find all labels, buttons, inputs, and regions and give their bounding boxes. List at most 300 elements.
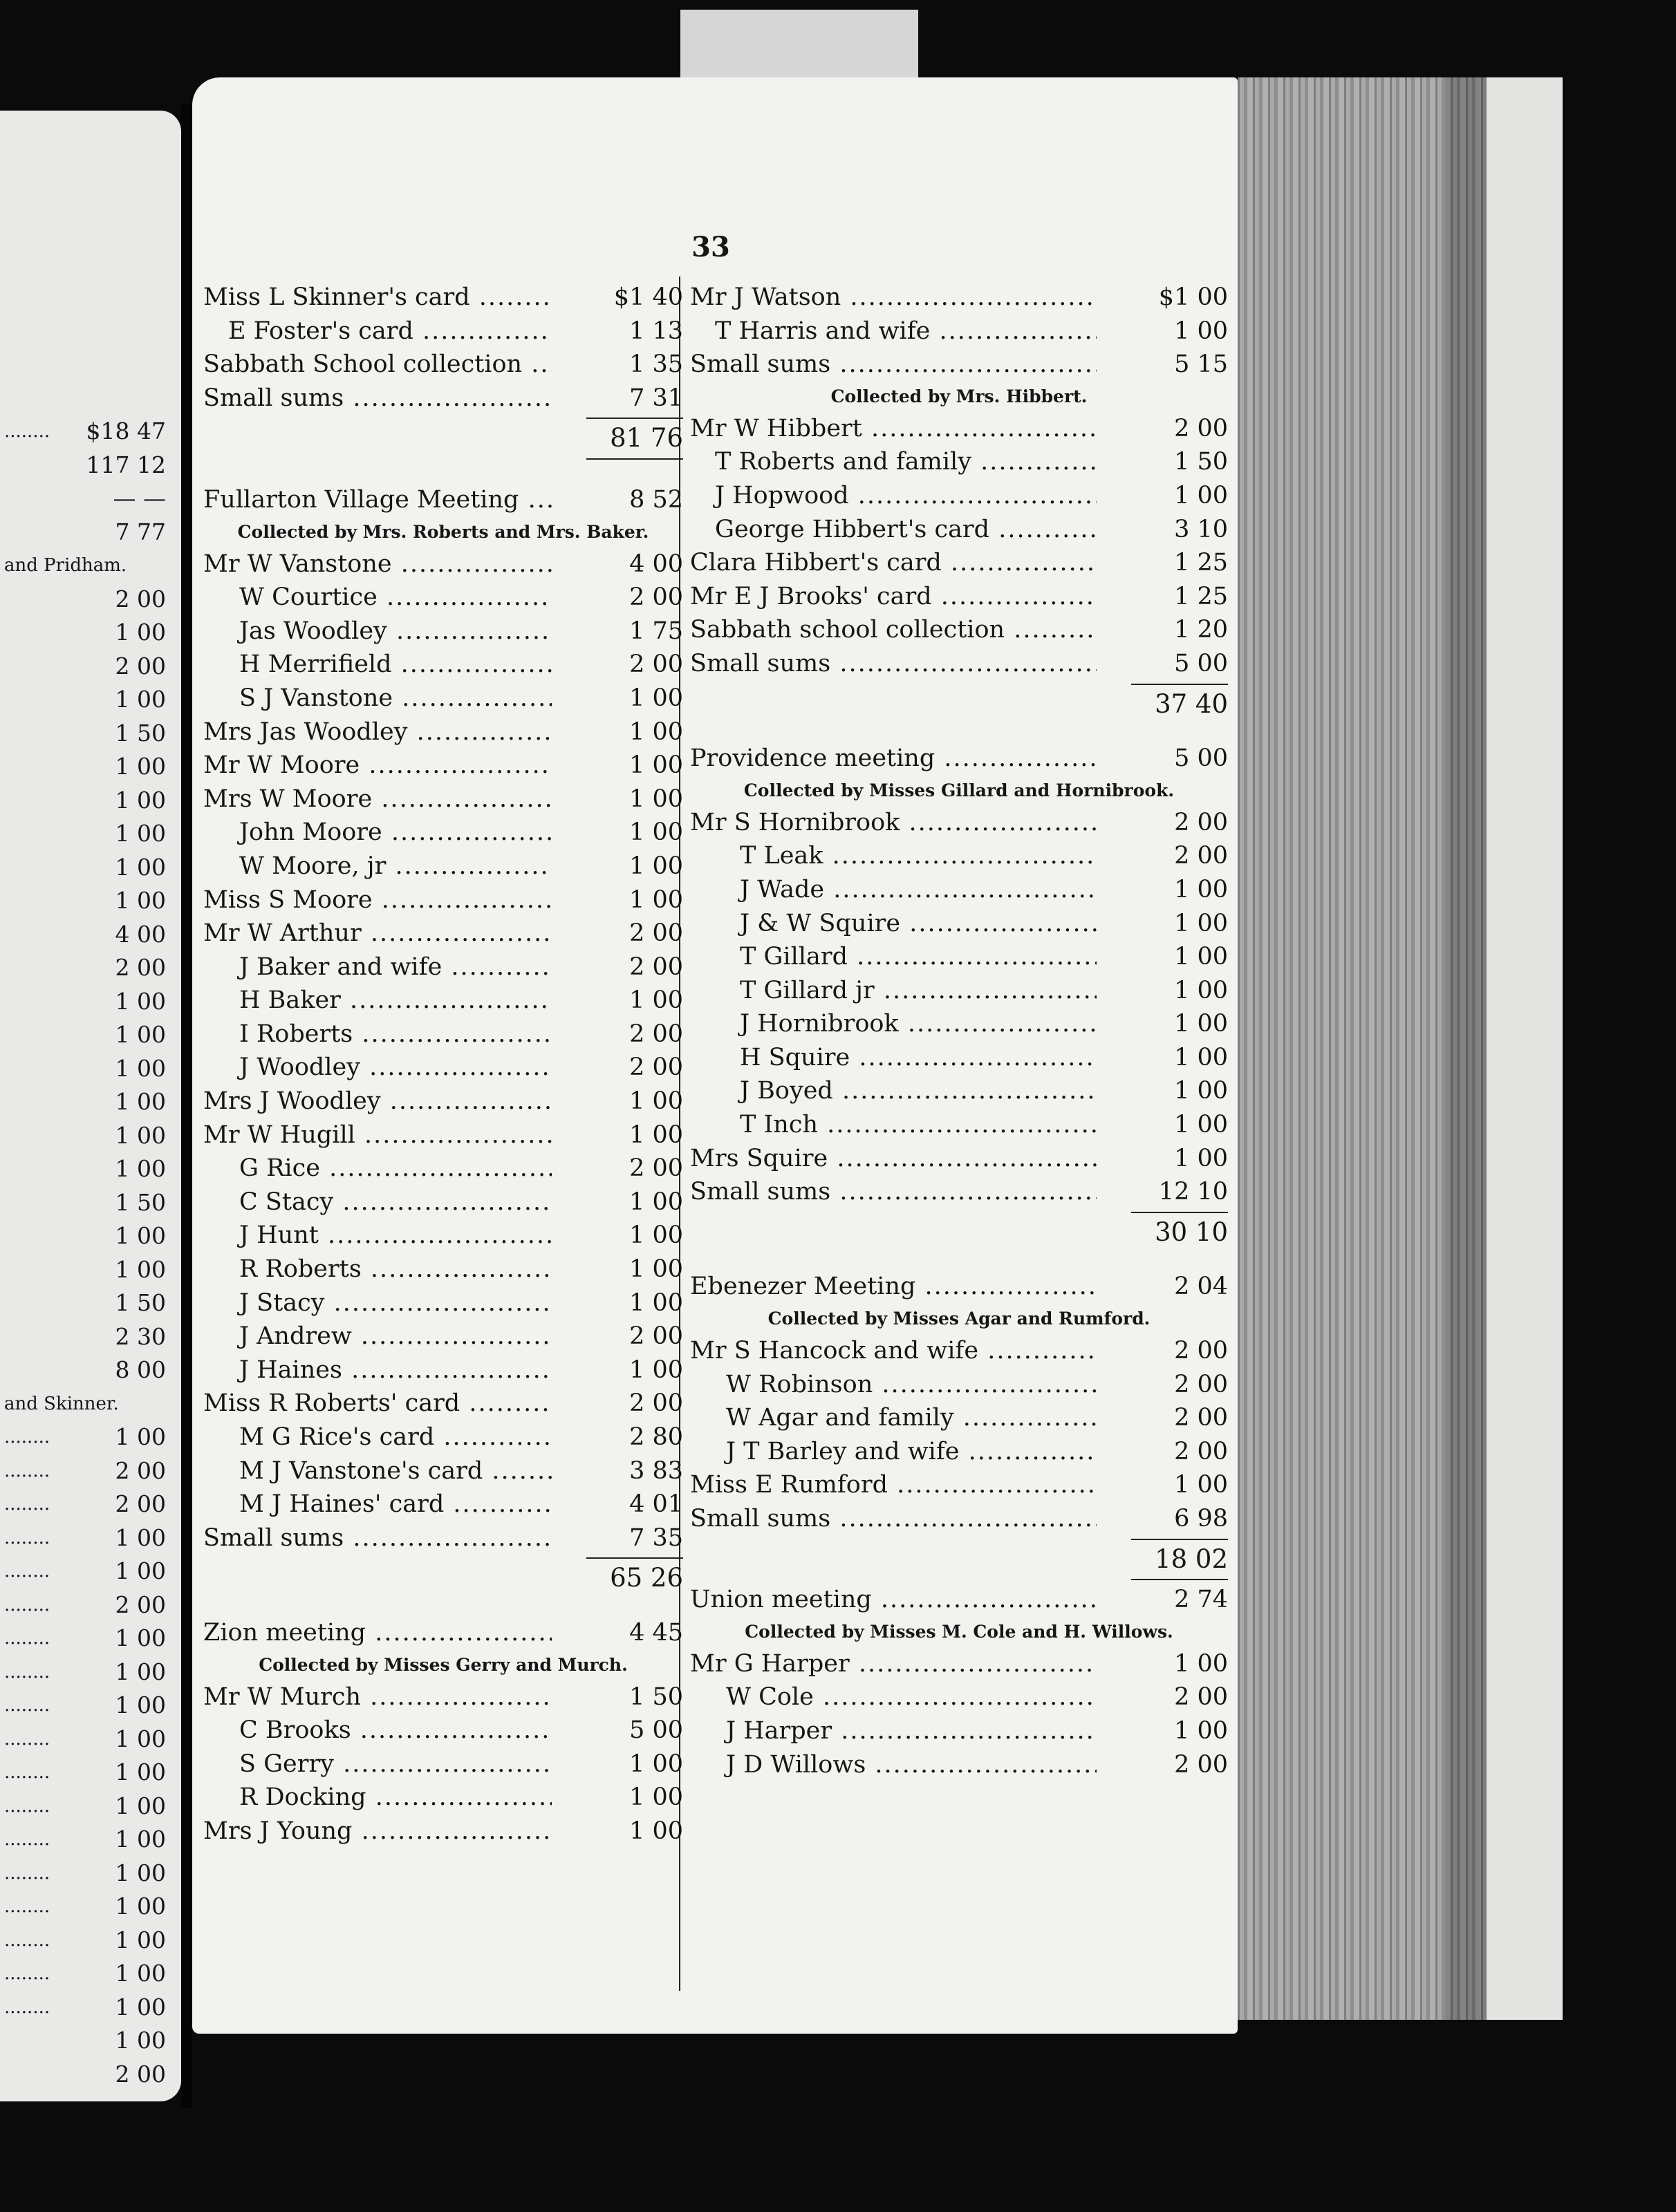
entry-row <box>203 1118 683 1152</box>
entry-row <box>203 883 683 917</box>
entry-row <box>690 1007 1228 1041</box>
entry-amount: 3 10 <box>1174 515 1228 543</box>
entry-row <box>203 1616 683 1650</box>
entry-amount: 4 45 <box>629 1618 683 1647</box>
collector-heading-text: Collected by Misses Gillard and Hornibrook. <box>743 780 1175 800</box>
entry-amount: 37 40 <box>1155 688 1228 719</box>
collector-heading-text: Collected by Mrs. Hibbert. <box>830 386 1088 406</box>
book-gutter <box>181 104 192 2108</box>
entry-amount: 2 00 <box>1174 808 1228 836</box>
entry-row <box>690 1142 1228 1176</box>
entry-amount: 2 00 <box>1174 1437 1228 1465</box>
total-rule <box>690 1209 1228 1216</box>
entry-amount: 1 00 <box>629 1817 683 1845</box>
left-page-row <box>0 1119 173 1153</box>
left-row-amount: 1 00 <box>115 853 166 881</box>
left-row-amount: 1 00 <box>115 1088 166 1115</box>
entry-amount: 1 00 <box>1174 1010 1228 1038</box>
entry-name: E Foster's card ..... <box>203 315 552 348</box>
left-page-row <box>0 616 173 650</box>
entry-amount: 1 00 <box>629 852 683 880</box>
left-row-label: ........ <box>4 1996 50 2018</box>
entry-amount: 2 00 <box>629 953 683 981</box>
entry-row <box>690 1680 1228 1714</box>
entry-amount: 4 00 <box>629 550 683 578</box>
left-row-amount: 1 00 <box>115 987 166 1015</box>
entry-amount: 4 01 <box>629 1490 683 1519</box>
entry-name: Mr W Murch ..... <box>203 1680 552 1714</box>
entry-row <box>690 742 1228 776</box>
left-page-row <box>0 1320 173 1354</box>
entry-row <box>203 1051 683 1085</box>
entry-name: Sabbath school collection ..... <box>690 613 1097 647</box>
entry-amount: 2 74 <box>1174 1586 1228 1614</box>
left-row-label: ........ <box>4 1963 50 1984</box>
entry-amount: 1 00 <box>1174 317 1228 345</box>
left-page-row <box>0 1924 173 1958</box>
entry-amount: 2 00 <box>629 1020 683 1048</box>
entry-name: J Haines ..... <box>203 1353 552 1387</box>
left-row-amount: 1 00 <box>115 619 166 646</box>
entry-row <box>690 546 1228 580</box>
entry-amount: 7 35 <box>629 1524 683 1552</box>
entry-row <box>203 1454 683 1488</box>
entry-row <box>203 1387 683 1421</box>
left-row-amount: 1 00 <box>115 1557 166 1584</box>
entry-amount: 1 50 <box>629 1683 683 1711</box>
entry-row <box>690 839 1228 873</box>
left-page-row <box>0 2024 173 2058</box>
left-row-amount: 2 00 <box>115 1490 166 1517</box>
entry-amount: 18 02 <box>1155 1544 1228 1574</box>
entry-amount: 1 00 <box>1174 1111 1228 1139</box>
collector-heading <box>690 776 1228 806</box>
entry-row <box>690 613 1228 647</box>
left-row-amount: $18 47 <box>86 418 166 444</box>
left-page-row <box>0 415 173 449</box>
left-page-row <box>0 1957 173 1991</box>
entry-amount: 2 00 <box>629 1053 683 1082</box>
total-rule <box>203 1555 683 1562</box>
left-row-label: ........ <box>4 1929 50 1951</box>
left-page-row <box>0 1689 173 1723</box>
entry-name: Small sums ..... <box>690 1175 1097 1209</box>
entry-amount: $1 40 <box>613 283 683 311</box>
entry-amount: 1 00 <box>629 986 683 1015</box>
entry-amount: 2 00 <box>1174 842 1228 870</box>
entry-name: J Wade ..... <box>690 873 1097 907</box>
entry-row <box>203 1421 683 1454</box>
total-rule <box>690 1536 1228 1543</box>
entry-row <box>203 1185 683 1219</box>
entry-amount: 1 20 <box>1174 616 1228 644</box>
left-row-amount: 1 00 <box>115 1960 166 1987</box>
entry-amount: 1 00 <box>629 684 683 712</box>
entry-row <box>690 1435 1228 1469</box>
entry-name: Miss S Moore ..... <box>203 883 552 917</box>
entry-amount: 1 13 <box>629 317 683 345</box>
entry-name: Miss L Skinner's card ..... <box>203 281 552 315</box>
entry-amount: 2 80 <box>629 1423 683 1451</box>
entry-row <box>690 1748 1228 1782</box>
entry-name: J & W Squire ..... <box>690 907 1097 941</box>
entry-name: H Baker ..... <box>203 984 552 1018</box>
entry-amount: 5 15 <box>1174 350 1228 379</box>
entry-row <box>690 1041 1228 1075</box>
entry-amount: 8 52 <box>629 485 683 514</box>
entry-row <box>203 715 683 749</box>
entry-amount: 1 00 <box>629 718 683 746</box>
entry-name: Mr W Vanstone ..... <box>203 547 552 581</box>
left-row-label: ........ <box>4 1829 50 1850</box>
entry-row <box>690 1401 1228 1435</box>
entry-row <box>203 917 683 950</box>
entry-amount: 3 83 <box>629 1456 683 1485</box>
left-row-label: and Skinner. <box>4 1393 119 1414</box>
entry-name: Mrs Jas Woodley ..... <box>203 715 552 749</box>
collector-heading <box>690 1617 1228 1647</box>
entry-amount: 1 00 <box>629 785 683 813</box>
left-row-label: ........ <box>4 1762 50 1783</box>
entry-name: Union meeting ..... <box>690 1583 1097 1617</box>
entry-amount: 5 00 <box>1174 744 1228 773</box>
entry-row <box>203 615 683 648</box>
back-cover <box>1487 77 1563 2020</box>
entry-name: J Boyed ..... <box>690 1074 1097 1108</box>
left-page-row <box>0 1387 173 1421</box>
spacer <box>690 721 1228 742</box>
entry-name: Mr S Hancock and wife ..... <box>690 1334 1097 1368</box>
left-page-row <box>0 1018 173 1052</box>
collector-heading <box>690 382 1228 412</box>
entry-amount: 1 00 <box>629 1750 683 1778</box>
entry-name: Mr E J Brooks' card ..... <box>690 580 1097 614</box>
left-row-amount: 1 00 <box>115 1893 166 1920</box>
entry-row <box>690 348 1228 382</box>
entry-amount: 2 00 <box>629 583 683 612</box>
left-row-label: ........ <box>4 1795 50 1817</box>
entry-row <box>690 281 1228 315</box>
left-row-amount: 1 00 <box>115 887 166 914</box>
left-row-label: ........ <box>4 1527 50 1548</box>
left-page-row <box>0 1991 173 2025</box>
entry-row <box>690 1647 1228 1681</box>
left-row-amount: 1 00 <box>115 1759 166 1785</box>
left-row-amount: 1 00 <box>115 1524 166 1551</box>
page-edges <box>1238 77 1563 2020</box>
total-rule <box>203 415 683 422</box>
column-right <box>690 281 1228 1781</box>
left-page-row <box>0 1454 173 1488</box>
entry-row <box>203 1253 683 1286</box>
entry-row <box>690 647 1228 681</box>
entry-name: M G Rice's card ..... <box>203 1421 552 1454</box>
entry-row <box>690 1714 1228 1748</box>
entry-name: J Andrew ..... <box>203 1320 552 1353</box>
subtotal-row <box>690 688 1228 722</box>
left-row-amount: 1 00 <box>115 1691 166 1718</box>
left-page-row <box>0 1555 173 1588</box>
entry-amount: 65 26 <box>610 1563 683 1593</box>
entry-amount: 1 75 <box>629 617 683 645</box>
entry-name: Miss E Rumford ..... <box>690 1468 1097 1502</box>
entry-amount: 2 00 <box>629 650 683 679</box>
left-page-row <box>0 1219 173 1253</box>
entry-row <box>690 1368 1228 1402</box>
entry-row <box>203 581 683 615</box>
left-page-row <box>0 1521 173 1555</box>
entry-name: I Roberts ..... <box>203 1018 552 1051</box>
entry-name: Mr G Harper ..... <box>690 1647 1097 1681</box>
entry-amount: 1 00 <box>629 1356 683 1384</box>
entry-amount: 1 00 <box>629 1255 683 1284</box>
entry-amount: 30 10 <box>1155 1217 1228 1247</box>
left-page-row <box>0 650 173 684</box>
entry-name: T Gillard ..... <box>690 940 1097 974</box>
entry-row <box>690 974 1228 1008</box>
entry-row <box>203 1815 683 1848</box>
left-row-amount: 1 00 <box>115 1222 166 1249</box>
left-row-amount: 1 00 <box>115 753 166 780</box>
entry-name: H Merrifield ..... <box>203 648 552 682</box>
left-row-amount: 1 00 <box>115 1121 166 1149</box>
left-row-amount: 2 00 <box>115 585 166 612</box>
entry-name: J T Barley and wife ..... <box>690 1435 1097 1469</box>
entry-row <box>690 580 1228 614</box>
left-page-row <box>0 817 173 851</box>
entry-amount: 5 00 <box>629 1716 683 1745</box>
left-row-amount: 1 00 <box>115 1993 166 2021</box>
entry-name: Mr S Hornibrook ..... <box>690 806 1097 840</box>
entry-name: T Leak ..... <box>690 839 1097 873</box>
entry-name: Mrs Squire ..... <box>690 1142 1097 1176</box>
entry-name: George Hibbert's card ..... <box>690 513 1097 547</box>
entry-amount: 2 00 <box>629 1389 683 1418</box>
left-row-label: ........ <box>4 1628 50 1649</box>
entry-name: W Cole ..... <box>690 1680 1097 1714</box>
left-page-row <box>0 717 173 751</box>
left-page-row <box>0 1152 173 1186</box>
entry-name: J Hopwood ..... <box>690 479 1097 513</box>
left-row-amount: 1 00 <box>115 820 166 847</box>
entry-name: Small sums ..... <box>690 348 1097 382</box>
entry-row <box>690 907 1228 941</box>
entry-amount: 1 00 <box>629 1288 683 1317</box>
left-page-row <box>0 884 173 918</box>
left-row-amount: 2 00 <box>115 954 166 981</box>
subtotal-row <box>203 422 683 456</box>
left-row-amount: 8 00 <box>115 1356 166 1383</box>
entry-name: Providence meeting ..... <box>690 742 1097 776</box>
left-row-amount: 1 00 <box>115 1658 166 1685</box>
entry-amount: 2 00 <box>629 919 683 948</box>
entry-row <box>203 1320 683 1353</box>
entry-row <box>690 1334 1228 1368</box>
entry-row <box>203 950 683 984</box>
entry-amount: 1 00 <box>1174 875 1228 903</box>
left-row-amount: 1 00 <box>115 2027 166 2054</box>
entry-amount: $1 00 <box>1158 283 1228 311</box>
entry-amount: 2 00 <box>629 1154 683 1183</box>
left-page-row <box>0 985 173 1019</box>
left-page-row <box>0 918 173 952</box>
entry-name: R Docking ..... <box>203 1781 552 1815</box>
entry-row <box>690 873 1228 907</box>
left-page-row <box>0 1588 173 1622</box>
left-row-amount: 1 00 <box>115 1054 166 1082</box>
left-page-row <box>0 2058 173 2092</box>
entry-name: Sabbath School collection ..... <box>203 348 552 382</box>
left-row-amount: 1 50 <box>115 1188 166 1216</box>
left-row-amount: 1 00 <box>115 1423 166 1450</box>
spacer <box>203 1595 683 1616</box>
left-page-row <box>0 1421 173 1454</box>
left-page-row <box>0 1052 173 1086</box>
entry-row <box>690 1074 1228 1108</box>
entry-name: Ebenezer Meeting ..... <box>690 1270 1097 1304</box>
entry-row <box>203 315 683 348</box>
left-row-amount: 4 00 <box>115 920 166 948</box>
entry-name: R Roberts ..... <box>203 1253 552 1286</box>
collector-heading-text: Collected by Mrs. Roberts and Mrs. Baker. <box>237 521 649 542</box>
entry-name: W Moore, jr ..... <box>203 850 552 883</box>
entry-amount: 2 00 <box>1174 414 1228 442</box>
entry-name: J Baker and wife ..... <box>203 950 552 984</box>
left-page-row <box>0 1857 173 1891</box>
left-row-label: ........ <box>4 1561 50 1582</box>
entry-name: Miss R Roberts' card ..... <box>203 1387 552 1421</box>
left-page-row <box>0 1823 173 1857</box>
entry-name: Small sums ..... <box>203 382 552 415</box>
left-page-row <box>0 449 173 482</box>
entry-amount: 1 00 <box>629 1087 683 1116</box>
entry-name: Mr W Moore ..... <box>203 749 552 782</box>
left-page-row <box>0 1756 173 1790</box>
entry-name: Mrs W Moore ..... <box>203 782 552 816</box>
entry-name: Jas Woodley ..... <box>203 615 552 648</box>
entry-row <box>203 1714 683 1747</box>
entry-row <box>690 1502 1228 1536</box>
entry-amount: 12 10 <box>1158 1178 1228 1206</box>
entry-amount: 81 76 <box>610 423 683 453</box>
entry-name: J D Willows ..... <box>690 1748 1097 1782</box>
entry-name: T Harris and wife ..... <box>690 315 1097 348</box>
column-left <box>203 281 683 1848</box>
left-row-amount: 2 00 <box>115 2060 166 2088</box>
collector-heading-text: Collected by Misses Agar and Rumford. <box>767 1309 1151 1329</box>
left-row-amount: 2 30 <box>115 1322 166 1350</box>
entry-row <box>690 445 1228 479</box>
entry-amount: 1 00 <box>629 751 683 780</box>
left-row-label: ........ <box>4 1460 50 1481</box>
entry-row <box>203 483 683 517</box>
entry-amount: 5 00 <box>1174 649 1228 677</box>
left-row-amount: 117 12 <box>86 451 166 478</box>
entry-name: Small sums ..... <box>690 647 1097 681</box>
collector-heading <box>203 517 683 547</box>
left-row-label: ........ <box>4 1862 50 1884</box>
entry-name: Zion meeting ..... <box>203 1616 552 1650</box>
left-row-label: ........ <box>4 1594 50 1615</box>
entry-amount: 2 00 <box>1174 1370 1228 1398</box>
entry-row <box>690 1270 1228 1304</box>
entry-amount: 2 00 <box>1174 1404 1228 1432</box>
entry-name: W Agar and family ..... <box>690 1401 1097 1435</box>
entry-name: J Stacy ..... <box>203 1286 552 1320</box>
left-row-amount: 2 00 <box>115 1591 166 1618</box>
left-row-amount: 1 00 <box>115 1255 166 1283</box>
left-row-amount: 1 50 <box>115 719 166 747</box>
entry-name: M J Haines' card ..... <box>203 1488 552 1521</box>
entry-name: J Hornibrook ..... <box>690 1007 1097 1041</box>
entry-name: W Robinson ..... <box>690 1368 1097 1402</box>
spacer <box>690 1249 1228 1270</box>
total-rule <box>690 1576 1228 1583</box>
entry-name: W Courtice ..... <box>203 581 552 615</box>
entry-name: S J Vanstone ..... <box>203 682 552 715</box>
entry-row <box>203 1085 683 1118</box>
entry-name: J Harper ..... <box>690 1714 1097 1748</box>
entry-row <box>203 682 683 715</box>
entry-name: T Roberts and family ..... <box>690 445 1097 479</box>
left-page-row <box>0 784 173 818</box>
left-row-amount: 1 00 <box>115 1155 166 1182</box>
entry-amount: 1 00 <box>1174 1144 1228 1172</box>
entry-row <box>203 984 683 1018</box>
entry-amount: 1 00 <box>629 1783 683 1812</box>
subtotal-row <box>203 1562 683 1595</box>
entry-name: Clara Hibbert's card ..... <box>690 546 1097 580</box>
left-row-amount: 1 50 <box>115 1289 166 1316</box>
entry-amount: 1 50 <box>1174 448 1228 476</box>
entry-row <box>203 1521 683 1555</box>
left-row-label: ........ <box>4 1695 50 1716</box>
entry-name: J Hunt ..... <box>203 1219 552 1253</box>
left-page-row <box>0 549 173 583</box>
entry-amount: 1 00 <box>1174 1077 1228 1105</box>
subtotal-row <box>690 1543 1228 1577</box>
left-row-label: ........ <box>4 1494 50 1515</box>
left-page-row <box>0 1723 173 1756</box>
subtotal-row <box>690 1216 1228 1250</box>
left-page-row <box>0 750 173 784</box>
left-row-amount: 1 00 <box>115 1725 166 1752</box>
entry-name: H Squire ..... <box>690 1041 1097 1075</box>
entry-row <box>690 940 1228 974</box>
entry-name: Small sums ..... <box>203 1521 552 1555</box>
top-tab <box>680 10 918 83</box>
entry-row <box>690 1108 1228 1142</box>
entry-row <box>203 1018 683 1051</box>
entry-name: John Moore ..... <box>203 816 552 850</box>
entry-amount: 1 00 <box>629 1121 683 1149</box>
left-row-amount: 1 00 <box>115 786 166 814</box>
entry-row <box>203 1286 683 1320</box>
left-page-row <box>0 1186 173 1220</box>
entry-row <box>203 782 683 816</box>
entry-name: G Rice ..... <box>203 1152 552 1185</box>
entry-amount: 6 98 <box>1174 1505 1228 1533</box>
left-page-row <box>0 1488 173 1521</box>
entry-name: Mrs J Woodley ..... <box>203 1085 552 1118</box>
left-page-row <box>0 951 173 985</box>
entry-amount: 1 25 <box>1174 549 1228 577</box>
entry-row <box>690 1175 1228 1209</box>
left-page-row <box>0 1253 173 1287</box>
entry-row <box>203 281 683 315</box>
left-page <box>0 111 181 2101</box>
left-page-row <box>0 1622 173 1656</box>
